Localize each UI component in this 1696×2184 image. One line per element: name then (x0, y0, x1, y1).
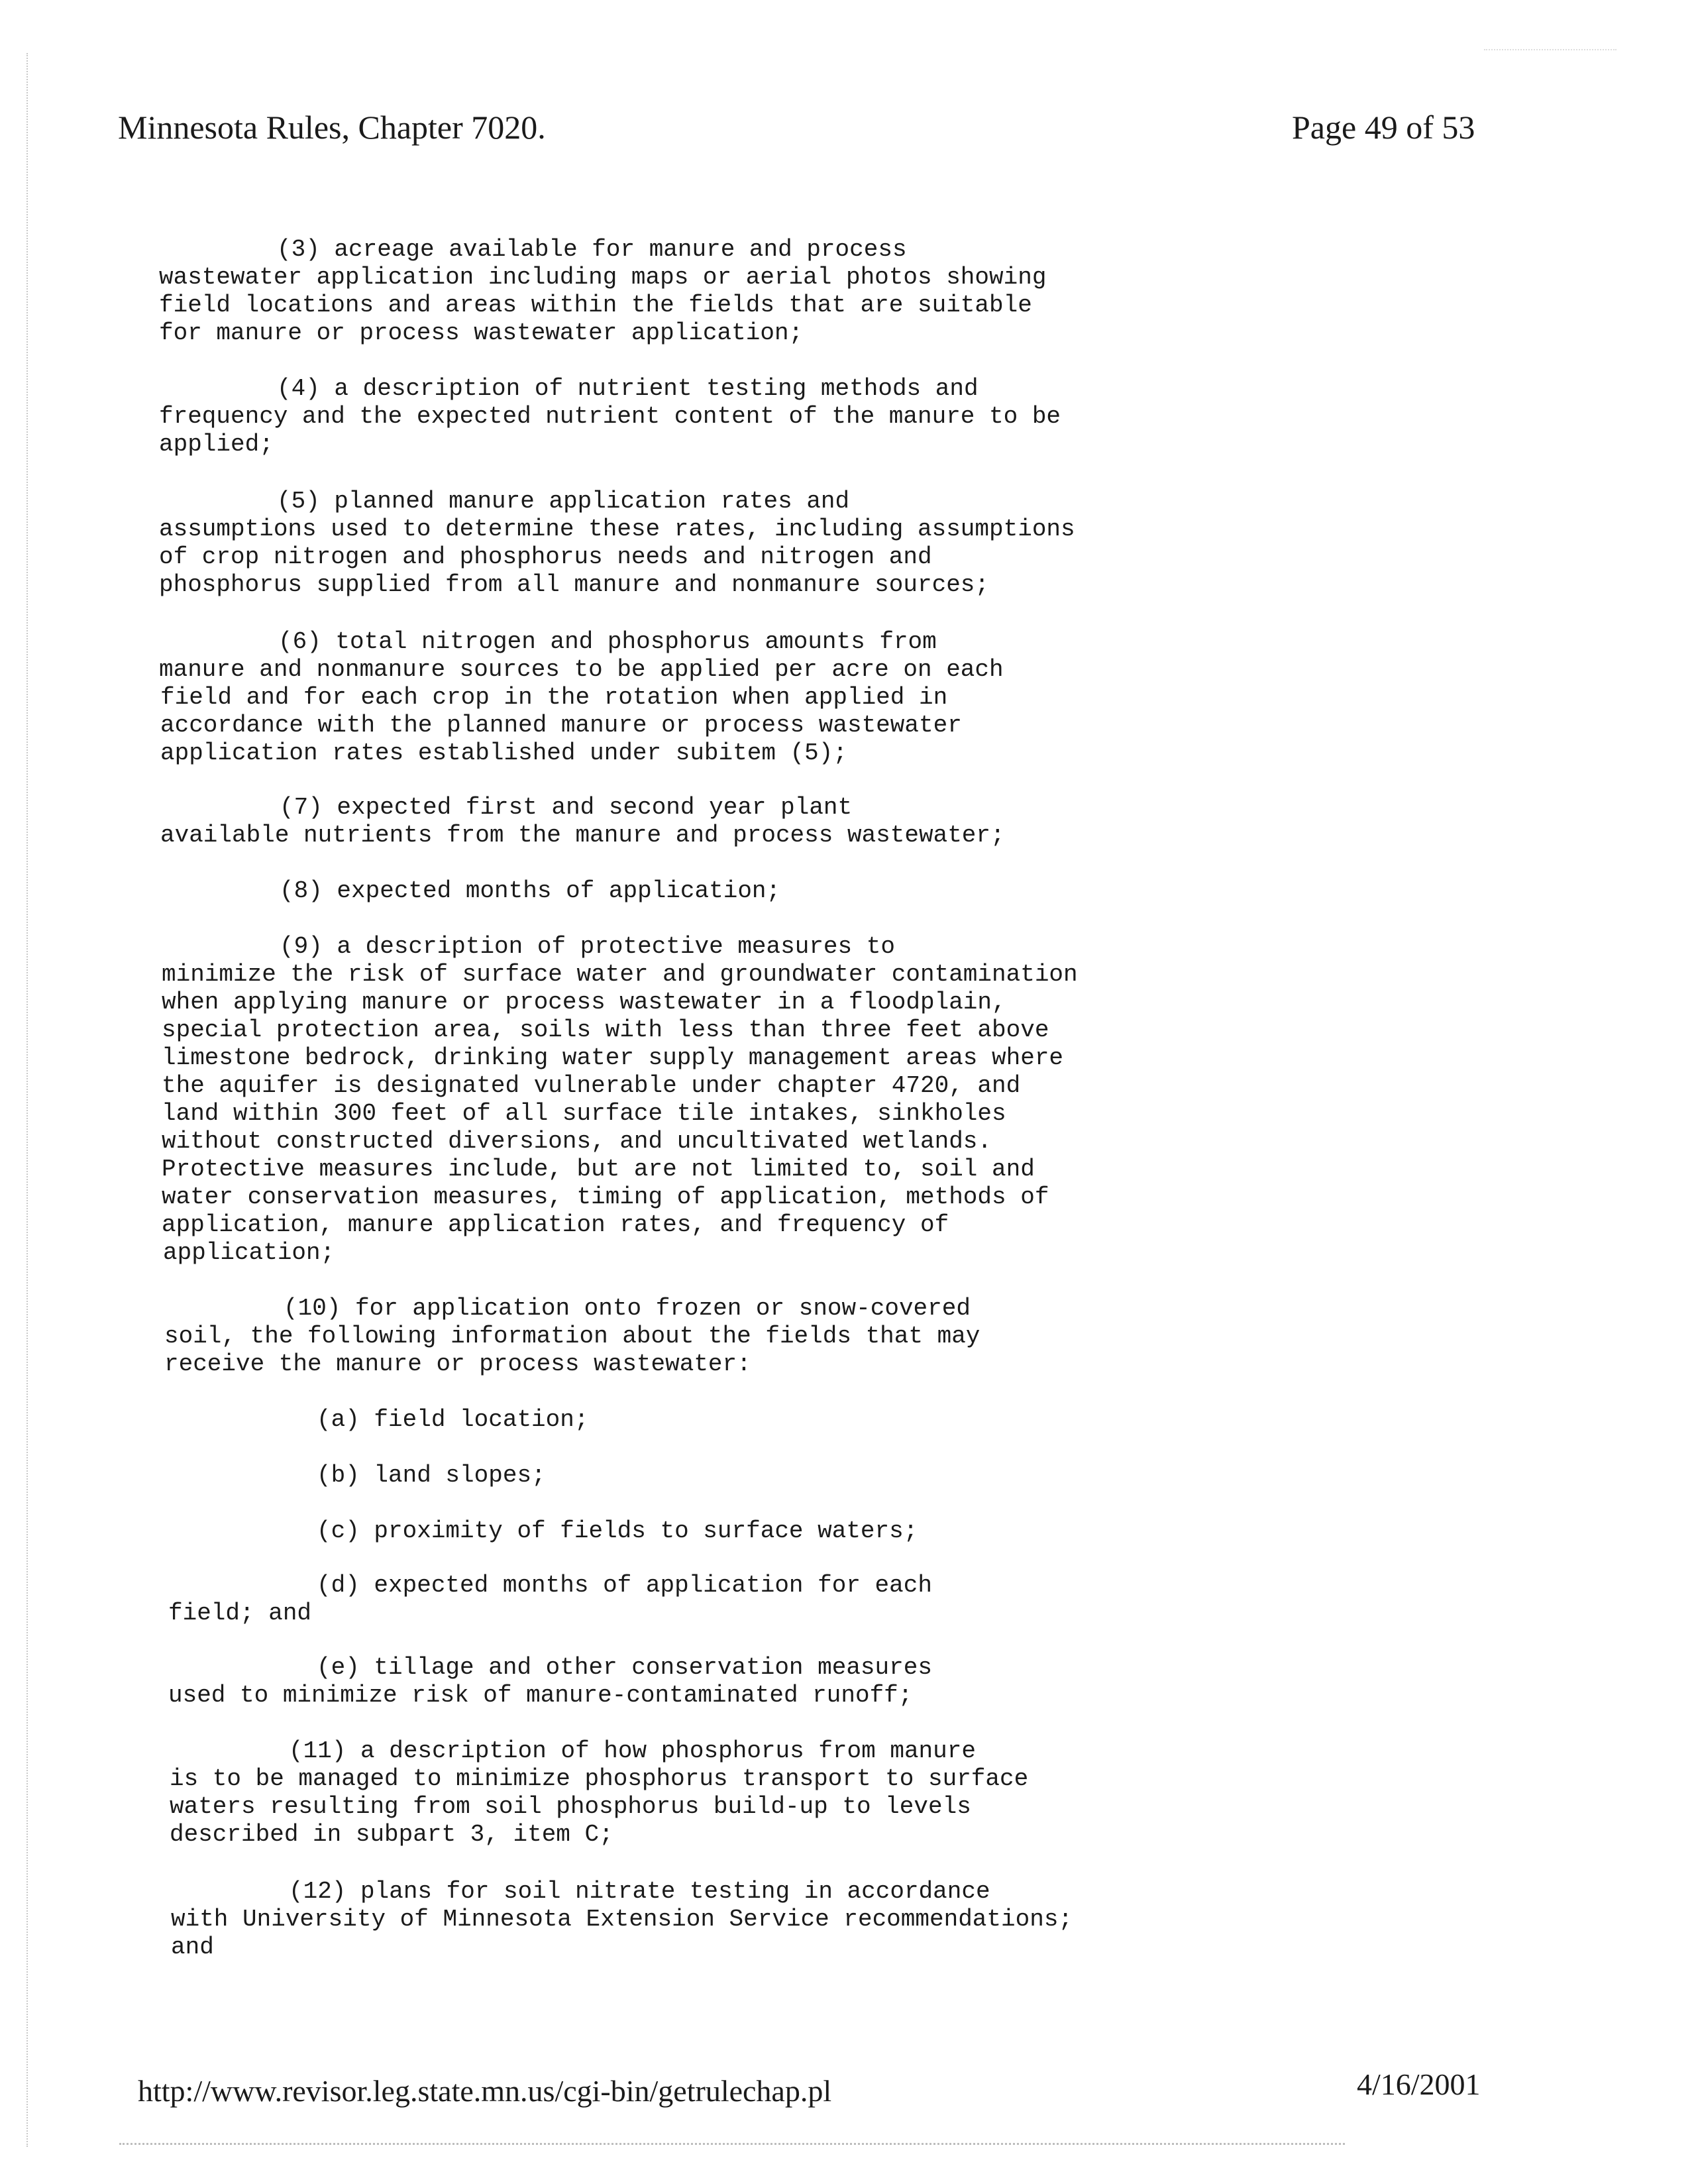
text-line: minimize the risk of surface water and groundwater contamination (162, 961, 1078, 988)
text-line: (a) field location; (317, 1406, 589, 1433)
text-line: is to be managed to minimize phosphorus transport to surface (170, 1765, 1029, 1792)
text-line: manure and nonmanure sources to be applied per acre on each (159, 656, 1004, 683)
text-line: with University of Minnesota Extension Service recommendations; (171, 1906, 1073, 1933)
text-line: (5) planned manure application rates and (277, 488, 850, 515)
text-line: (6) total nitrogen and phosphorus amounts from (278, 628, 937, 655)
print-date: 4/16/2001 (1357, 2067, 1481, 2101)
text-line: applied; (159, 431, 274, 458)
text-line: wastewater application including maps or aerial photos showing (159, 264, 1047, 291)
scan-edge-artifact (26, 53, 29, 2147)
text-line: (11) a description of how phosphorus from manure (289, 1737, 976, 1765)
text-line: available nutrients from the manure and process wastewater; (160, 822, 1005, 849)
text-line: and (171, 1934, 214, 1961)
text-line: (d) expected months of application for each (317, 1572, 932, 1599)
text-line: for manure or process wastewater application; (159, 319, 804, 347)
text-line: special protection area, soils with less than three feet above (162, 1016, 1049, 1044)
source-url: http://www.revisor.leg.state.mn.us/cgi-bin/getrulechap.pl (138, 2074, 832, 2108)
text-line: field and for each crop in the rotation when applied in (160, 684, 948, 711)
scan-top-artifact (1484, 49, 1616, 50)
text-line: soil, the following information about the fields that may (164, 1323, 980, 1350)
text-line: accordance with the planned manure or process wastewater (160, 712, 962, 739)
text-line: receive the manure or process wastewater: (164, 1350, 751, 1378)
text-line: field locations and areas within the fields that are suitable (159, 292, 1032, 319)
text-line: the aquifer is designated vulnerable under chapter 4720, and (162, 1072, 1021, 1099)
text-line: (10) for application onto frozen or snow-covered (284, 1295, 971, 1322)
text-line: application, manure application rates, and frequency of (162, 1211, 949, 1238)
text-line: (7) expected first and second year plant (280, 794, 853, 821)
text-line: land within 300 feet of all surface tile intakes, sinkholes (162, 1100, 1006, 1127)
text-line: (e) tillage and other conservation measures (317, 1654, 932, 1681)
text-line: described in subpart 3, item C; (170, 1821, 613, 1848)
text-line: Protective measures include, but are not limited to, soil and (162, 1156, 1035, 1183)
text-line: (c) proximity of fields to surface waters; (317, 1517, 918, 1545)
text-line: limestone bedrock, drinking water supply management areas where (162, 1044, 1064, 1071)
text-line: phosphorus supplied from all manure and nonmanure sources; (159, 571, 990, 598)
text-line: water conservation measures, timing of application, methods of (162, 1183, 1049, 1211)
text-line: without constructed diversions, and uncultivated wetlands. (162, 1128, 992, 1155)
text-line: (9) a description of protective measures to (280, 933, 895, 960)
text-line: frequency and the expected nutrient content of the manure to be (159, 403, 1061, 430)
text-line: waters resulting from soil phosphorus build-up to levels (170, 1793, 971, 1820)
text-line: (4) a description of nutrient testing methods and (277, 375, 979, 402)
scan-bottom-artifact (119, 2143, 1345, 2145)
text-line: used to minimize risk of manure-contaminated runoff; (168, 1682, 913, 1709)
text-line: assumptions used to determine these rates, including assumptions (159, 516, 1075, 543)
text-line: (b) land slopes; (317, 1462, 546, 1489)
page-number: Page 49 of 53 (1292, 109, 1475, 146)
text-line: (3) acreage available for manure and process (277, 236, 907, 263)
text-line: application rates established under subitem (5); (160, 739, 847, 767)
text-line: (12) plans for soil nitrate testing in accordance (289, 1878, 990, 1905)
document-title: Minnesota Rules, Chapter 7020. (118, 109, 546, 146)
text-line: field; and (168, 1600, 312, 1627)
text-line: (8) expected months of application; (280, 877, 781, 904)
text-line: of crop nitrogen and phosphorus needs and nitrogen and (159, 543, 932, 571)
text-line: application; (163, 1239, 335, 1266)
text-line: when applying manure or process wastewater in a floodplain, (162, 989, 1006, 1016)
